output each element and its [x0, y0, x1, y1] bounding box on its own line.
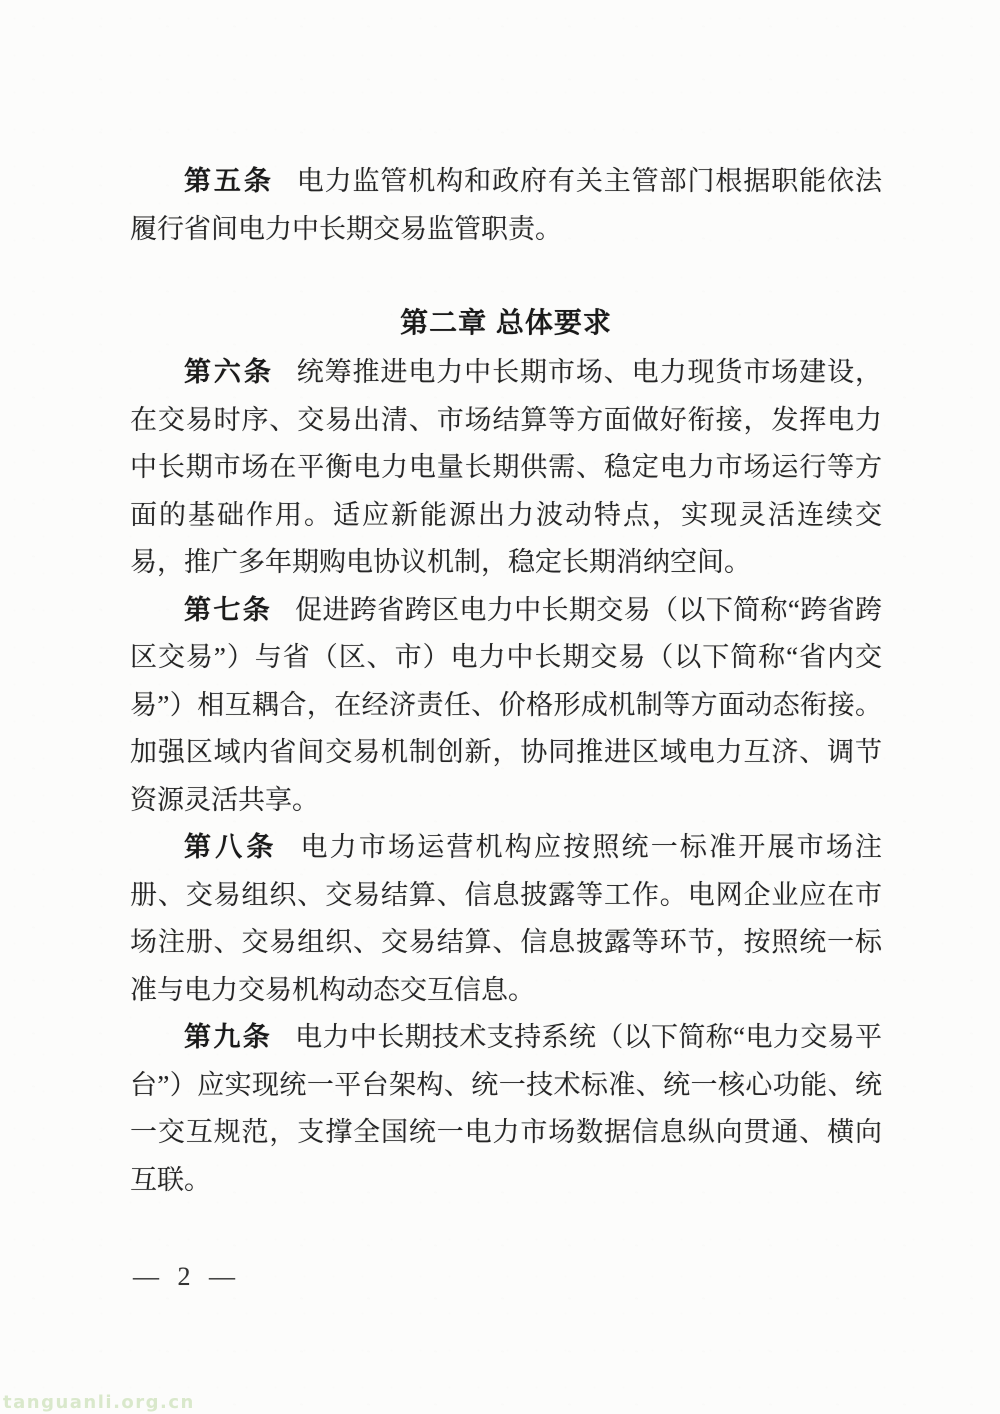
article-9 — [130, 1014, 882, 1204]
chapter-heading: 第二章 总体要求 — [400, 307, 612, 338]
article-8 — [130, 824, 882, 1014]
document-body — [130, 158, 882, 1204]
article-8-number: 第八条 — [184, 832, 278, 862]
article-9-number: 第九条 — [184, 1022, 273, 1052]
article-5-number: 第五条 — [184, 166, 274, 196]
article-6-number: 第六条 — [184, 357, 274, 387]
article-5 — [130, 158, 882, 253]
article-6 — [130, 349, 882, 587]
article-7 — [130, 587, 882, 825]
article-5-text: 电力监管机构和政府有关主管部门根据职能依法履行省间电力中长期交易监管职责。 — [130, 166, 883, 244]
article-9-text: 电力中长期技术支持系统（以下简称“电力交易平台”）应实现统一平台架构、统一技术标准、统一核心功能、统一交互规范，支撑全国统一电力市场数据信息纵向贯通、横向互联。 — [130, 1022, 883, 1195]
article-8-text: 电力市场运营机构应按照统一标准开展市场注册、交易组织、交易结算、信息披露等工作。电网企业应在市场注册、交易组织、交易结算、信息披露等环节，按照统一标准与电力交易机构动态交互信息。 — [130, 832, 883, 1005]
article-7-number: 第七条 — [184, 594, 273, 625]
watermark: tanguanli.org.cn — [3, 1392, 195, 1413]
article-7-text: 促进跨省跨区电力中长期交易（以下简称“跨省跨区交易”）与省（区、市）电力中长期交易（以下简称“省内交易”）相互耦合，在经济责任、价格形成机制等方面动态衔接。加强区域内省间交易机制创新，协同推进区域电力互济、调节资源灵活共享。 — [130, 594, 883, 815]
article-6-text: 统筹推进电力中长期市场、电力现货市场建设，在交易时序、交易出清、市场结算等方面做好衔接，发挥电力中长期市场在平衡电力电量长期供需、稳定电力市场运行等方面的基础作用。适应新能源出力波动特点，实现灵活连续交易，推广多年期购电协议机制，稳定长期消纳空间。 — [130, 357, 883, 577]
page-number: — 2 — — [133, 1262, 241, 1291]
